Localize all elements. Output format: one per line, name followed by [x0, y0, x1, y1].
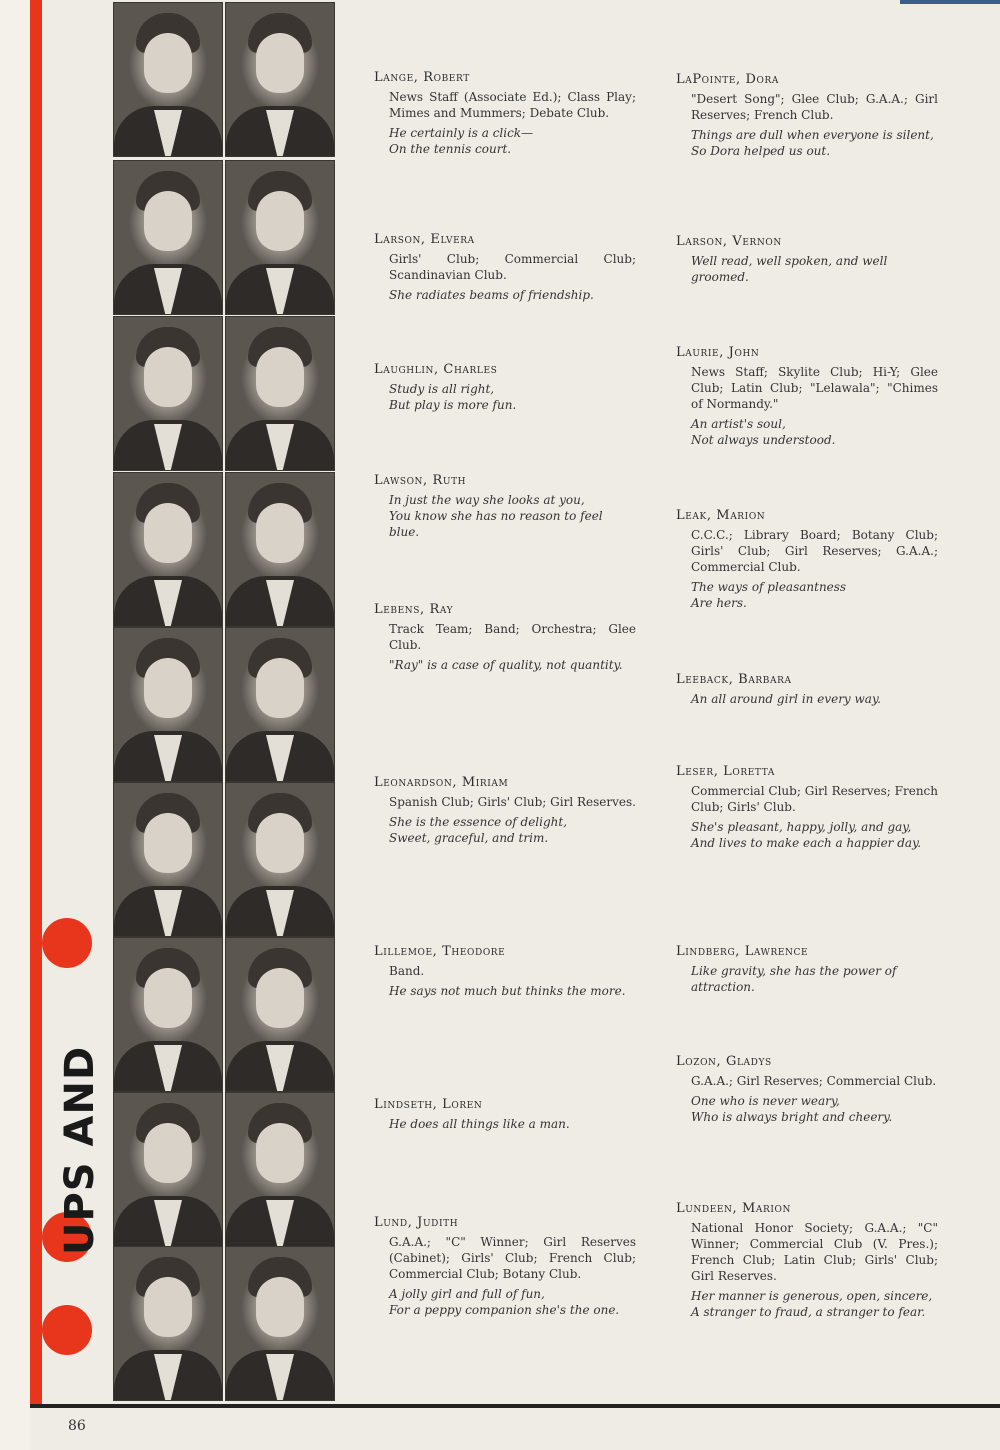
- red-dot-ornament: [42, 918, 92, 968]
- student-name: Lindseth, Loren: [374, 1097, 483, 1112]
- activities-text: "Desert Song"; Glee Club; G.A.A.; Girl Reserves; French Club.: [691, 92, 938, 122]
- student-name: Leonardson, Miriam: [374, 775, 509, 790]
- portrait-photo: [113, 1246, 223, 1401]
- quote-text: Things are dull when everyone is silent, So Dora helped us out.: [691, 128, 934, 158]
- senior-entry: [676, 234, 938, 285]
- quote-text: One who is never weary, Who is always bright and cheery.: [691, 1094, 893, 1124]
- portrait-photo: [113, 2, 223, 157]
- senior-entry: [374, 70, 636, 157]
- activities-text: Commercial Club; Girl Reserves; French Club; Girls' Club.: [691, 784, 938, 814]
- senior-entry: [676, 944, 938, 995]
- student-name: Leak, Marion: [676, 508, 766, 523]
- activities-text: National Honor Society; G.A.A.; "C" Winner; Commercial Club (V. Pres.); French Club; Latin Club; Girls' Club; Girl Reserves.: [691, 1221, 938, 1283]
- senior-entry: [676, 508, 938, 611]
- page-margin: [0, 0, 30, 1450]
- student-name: LaPointe, Dora: [676, 72, 780, 87]
- senior-entry: [676, 345, 938, 448]
- student-name: Lundeen, Marion: [676, 1201, 791, 1216]
- senior-entry: [676, 72, 938, 159]
- quote-text: She's pleasant, happy, jolly, and gay, And lives to make each a happier day.: [691, 820, 922, 850]
- senior-entry: [374, 362, 636, 413]
- portrait-photo: [225, 937, 335, 1092]
- quote-text: She radiates beams of friendship.: [389, 288, 594, 302]
- activities-text: News Staff (Associate Ed.); Class Play; Mimes and Mummers; Debate Club.: [389, 90, 636, 120]
- quote-text: "Ray" is a case of quality, not quantity.: [389, 658, 623, 672]
- quote-text: In just the way she looks at you, You know she has no reason to feel blue.: [389, 493, 603, 539]
- portrait-photo: [113, 937, 223, 1092]
- quote-text: He does all things like a man.: [389, 1117, 570, 1131]
- bottom-rule: [30, 1404, 1000, 1408]
- activities-text: C.C.C.; Library Board; Botany Club; Girls' Club; Girl Reserves; G.A.A.; Commercial Club.: [691, 528, 938, 574]
- senior-entry: [676, 764, 938, 851]
- student-name: Lund, Judith: [374, 1215, 459, 1230]
- student-name: Leeback, Barbara: [676, 672, 792, 687]
- vertical-section-title: UPS AND: [57, 1045, 103, 1255]
- quote-text: Well read, well spoken, and well groomed.: [691, 254, 888, 284]
- quote-text: Like gravity, she has the power of attraction.: [691, 964, 897, 994]
- quote-text: He certainly is a click— On the tennis court.: [389, 126, 534, 156]
- activities-text: Track Team; Band; Orchestra; Glee Club.: [389, 622, 636, 652]
- activities-text: News Staff; Skylite Club; Hi-Y; Glee Club; Latin Club; "Lelawala"; "Chimes of Normandy.": [691, 365, 938, 411]
- portrait-photo: [113, 472, 223, 627]
- activities-text: Girls' Club; Commercial Club; Scandinavian Club.: [389, 252, 636, 282]
- portrait-photo: [225, 472, 335, 627]
- student-name: Laurie, John: [676, 345, 760, 360]
- student-name: Lange, Robert: [374, 70, 470, 85]
- red-margin-bar: [30, 0, 42, 1404]
- student-name: Lebens, Ray: [374, 602, 454, 617]
- student-name: Leser, Loretta: [676, 764, 775, 779]
- senior-entry: [676, 672, 938, 707]
- activities-text: G.A.A.; "C" Winner; Girl Reserves (Cabinet); Girls' Club; French Club; Commercial Club; Botany Club.: [389, 1235, 636, 1281]
- senior-entry: [374, 944, 636, 999]
- quote-text: The ways of pleasantness Are hers.: [691, 580, 847, 610]
- portrait-photo: [113, 1092, 223, 1247]
- portrait-photo: [225, 1092, 335, 1247]
- quote-text: She is the essence of delight, Sweet, graceful, and trim.: [389, 815, 568, 845]
- top-edge-line: [900, 0, 1000, 4]
- senior-entry: [374, 1097, 636, 1132]
- page-number: 86: [68, 1418, 86, 1434]
- quote-text: Her manner is generous, open, sincere, A stranger to fraud, a stranger to fear.: [691, 1289, 933, 1319]
- red-dot-ornament: [42, 1305, 92, 1355]
- quote-text: He says not much but thinks the more.: [389, 984, 626, 998]
- senior-entry: [374, 473, 636, 540]
- quote-text: Study is all right, But play is more fun.: [389, 382, 517, 412]
- portrait-photo: [225, 627, 335, 782]
- senior-entry: [374, 232, 636, 303]
- senior-entry: [374, 775, 636, 846]
- senior-entry: [374, 1215, 636, 1318]
- activities-text: Spanish Club; Girls' Club; Girl Reserves.: [389, 795, 636, 809]
- portrait-photo: [225, 2, 335, 157]
- activities-text: G.A.A.; Girl Reserves; Commercial Club.: [691, 1074, 937, 1088]
- student-name: Larson, Vernon: [676, 234, 782, 249]
- student-name: Lillemoe, Theodore: [374, 944, 506, 959]
- student-name: Larson, Elvera: [374, 232, 475, 247]
- quote-text: An all around girl in every way.: [691, 692, 881, 706]
- quote-text: A jolly girl and full of fun, For a peppy companion she's the one.: [389, 1287, 620, 1317]
- portrait-photo: [225, 160, 335, 315]
- student-name: Lawson, Ruth: [374, 473, 467, 488]
- portrait-photo: [225, 782, 335, 937]
- portrait-photo: [113, 782, 223, 937]
- student-name: Laughlin, Charles: [374, 362, 498, 377]
- senior-entry: [374, 602, 636, 673]
- senior-entry: [676, 1201, 938, 1320]
- portrait-photo: [113, 627, 223, 782]
- student-name: Lindberg, Lawrence: [676, 944, 809, 959]
- portrait-photo: [113, 316, 223, 471]
- portrait-grid: [113, 0, 337, 1400]
- portrait-photo: [113, 160, 223, 315]
- portrait-photo: [225, 1246, 335, 1401]
- student-name: Lozon, Gladys: [676, 1054, 772, 1069]
- activities-text: Band.: [389, 964, 425, 978]
- portrait-photo: [225, 316, 335, 471]
- quote-text: An artist's soul, Not always understood.: [691, 417, 836, 447]
- senior-entry: [676, 1054, 938, 1125]
